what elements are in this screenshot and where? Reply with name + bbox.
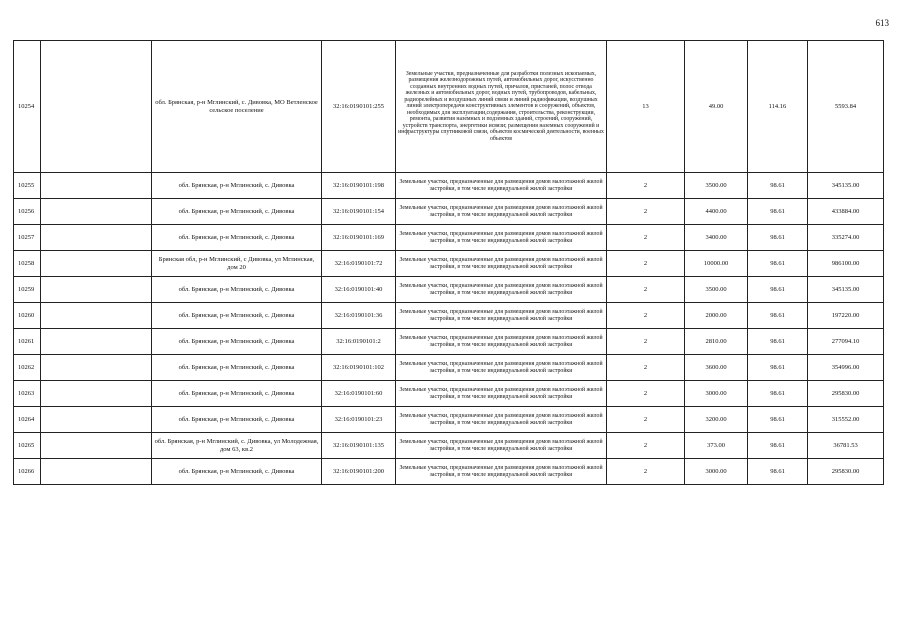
- blank-cell: [41, 225, 152, 251]
- row-number-cell: 10265: [14, 433, 41, 459]
- page-number: 613: [875, 18, 889, 28]
- blank-cell: [41, 41, 152, 173]
- area-cell: 3000.00: [685, 381, 748, 407]
- specific-value-cell: 98.61: [748, 199, 808, 225]
- cadastral-value-cell: 345135.00: [808, 173, 884, 199]
- use-group-cell: 2: [607, 277, 685, 303]
- row-number-cell: 10255: [14, 173, 41, 199]
- address-cell: обл. Брянская, р-н Мглинский, с. Дивовка: [152, 355, 322, 381]
- area-cell: 3500.00: [685, 277, 748, 303]
- cadastral-number-cell: 32:16:0190101:60: [322, 381, 396, 407]
- blank-cell: [41, 173, 152, 199]
- address-cell: обл. Брянская, р-н Мглинский, с. Дивовка: [152, 173, 322, 199]
- area-cell: 3600.00: [685, 355, 748, 381]
- land-use-cell: Земельные участки, предназначенные для размещения домов малоэтажной жилой застройки, в том числе индивидуальной жилой застройки: [396, 277, 607, 303]
- table-row: [14, 433, 884, 459]
- cadastral-number-cell: 32:16:0190101:255: [322, 41, 396, 173]
- row-number-cell: 10259: [14, 277, 41, 303]
- use-group-cell: 2: [607, 173, 685, 199]
- table-row: [14, 407, 884, 433]
- use-group-cell: 2: [607, 381, 685, 407]
- address-cell: Брянская обл, р-н Мглинский, с Дивовка, ул Мглинская, дом 20: [152, 251, 322, 277]
- row-number-cell: 10266: [14, 459, 41, 485]
- land-use-cell: Земельные участки, предназначенные для размещения домов малоэтажной жилой застройки, в том числе индивидуальной жилой застройки: [396, 225, 607, 251]
- cadastral-number-cell: 32:16:0190101:23: [322, 407, 396, 433]
- table-row: [14, 459, 884, 485]
- table-row: [14, 41, 884, 173]
- land-use-cell: Земельные участки, предназначенные для размещения домов малоэтажной жилой застройки, в том числе индивидуальной жилой застройки: [396, 303, 607, 329]
- cadastral-number-cell: 32:16:0190101:154: [322, 199, 396, 225]
- area-cell: 4400.00: [685, 199, 748, 225]
- cadastral-value-cell: 354996.00: [808, 355, 884, 381]
- row-number-cell: 10257: [14, 225, 41, 251]
- table-row: [14, 225, 884, 251]
- row-number-cell: 10263: [14, 381, 41, 407]
- blank-cell: [41, 251, 152, 277]
- address-cell: обл. Брянская, р-н Мглинский, с. Дивовка: [152, 199, 322, 225]
- specific-value-cell: 98.61: [748, 225, 808, 251]
- specific-value-cell: 98.61: [748, 173, 808, 199]
- cadastral-value-cell: 295830.00: [808, 459, 884, 485]
- table-row: [14, 381, 884, 407]
- cadastral-number-cell: 32:16:0190101:72: [322, 251, 396, 277]
- table-body: [14, 41, 884, 485]
- area-cell: 3200.00: [685, 407, 748, 433]
- address-cell: обл. Брянская, р-н Мглинский, с. Дивовка: [152, 277, 322, 303]
- cadastral-value-cell: 277094.10: [808, 329, 884, 355]
- use-group-cell: 2: [607, 225, 685, 251]
- cadastral-value-cell: 5593.84: [808, 41, 884, 173]
- use-group-cell: 2: [607, 303, 685, 329]
- blank-cell: [41, 199, 152, 225]
- specific-value-cell: 98.61: [748, 355, 808, 381]
- land-use-cell: Земельные участки, предназначенные для размещения домов малоэтажной жилой застройки, в том числе индивидуальной жилой застройки: [396, 433, 607, 459]
- area-cell: 2810.00: [685, 329, 748, 355]
- cadastral-number-cell: 32:16:0190101:36: [322, 303, 396, 329]
- cadastral-number-cell: 32:16:0190101:2: [322, 329, 396, 355]
- specific-value-cell: 98.61: [748, 251, 808, 277]
- area-cell: 2000.00: [685, 303, 748, 329]
- specific-value-cell: 98.61: [748, 433, 808, 459]
- row-number-cell: 10260: [14, 303, 41, 329]
- address-cell: обл. Брянская, р-н Мглинский, с. Дивовка: [152, 381, 322, 407]
- land-use-cell: Земельные участки, предназначенные для размещения домов малоэтажной жилой застройки, в том числе индивидуальной жилой застройки: [396, 199, 607, 225]
- table-row: [14, 303, 884, 329]
- use-group-cell: 2: [607, 459, 685, 485]
- row-number-cell: 10264: [14, 407, 41, 433]
- use-group-cell: 2: [607, 329, 685, 355]
- blank-cell: [41, 303, 152, 329]
- cadastral-value-cell: 295830.00: [808, 381, 884, 407]
- row-number-cell: 10258: [14, 251, 41, 277]
- table-row: [14, 277, 884, 303]
- row-number-cell: 10262: [14, 355, 41, 381]
- address-cell: обл. Брянская, р-н Мглинский, с. Дивовка: [152, 225, 322, 251]
- cadastral-number-cell: 32:16:0190101:198: [322, 173, 396, 199]
- blank-cell: [41, 407, 152, 433]
- area-cell: 49.00: [685, 41, 748, 173]
- land-use-cell: Земельные участки, предназначенные для размещения домов малоэтажной жилой застройки, в том числе индивидуальной жилой застройки: [396, 251, 607, 277]
- specific-value-cell: 114.16: [748, 41, 808, 173]
- land-use-cell: Земельные участки, предназначенные для разработки полезных ископаемых, размещения железнодорожных путей, автомобильных дорог, искусственно созданных внутренних водных путей, причалов, пристаней, полос отвода железных и автомобильных дорог, водных путей, трубопроводов, кабельных, радиорелейных и воздушных линий связи и линий радиофикации, воздушных линий электропередачи конструктивных элементов и сооружений, объектов, необходимых для эксплуатации,содержания, строительства, реконструкции, ремонта, развития наземных и подземных зданий, строений, сооружений, устройств транспорта, энергетики исвязи; размещения наземных сооружений и инфраструктуры спутниковой связи, объектов космической деятельности, военных объектов: [396, 41, 607, 173]
- table-row: [14, 251, 884, 277]
- use-group-cell: 2: [607, 407, 685, 433]
- address-cell: обл. Брянская, р-н Мглинский, с. Дивовка, ул Молодежная, дом 63, кв.2: [152, 433, 322, 459]
- cadastral-value-cell: 335274.00: [808, 225, 884, 251]
- use-group-cell: 2: [607, 433, 685, 459]
- use-group-cell: 2: [607, 251, 685, 277]
- table-row: [14, 355, 884, 381]
- land-use-cell: Земельные участки, предназначенные для размещения домов малоэтажной жилой застройки, в том числе индивидуальной жилой застройки: [396, 407, 607, 433]
- cadastral-value-cell: 345135.00: [808, 277, 884, 303]
- cadastral-number-cell: 32:16:0190101:40: [322, 277, 396, 303]
- blank-cell: [41, 329, 152, 355]
- use-group-cell: 2: [607, 355, 685, 381]
- land-use-cell: Земельные участки, предназначенные для размещения домов малоэтажной жилой застройки, в том числе индивидуальной жилой застройки: [396, 381, 607, 407]
- cadastral-value-cell: 36781.53: [808, 433, 884, 459]
- blank-cell: [41, 433, 152, 459]
- row-number-cell: 10254: [14, 41, 41, 173]
- land-use-cell: Земельные участки, предназначенные для размещения домов малоэтажной жилой застройки, в том числе индивидуальной жилой застройки: [396, 459, 607, 485]
- cadastral-number-cell: 32:16:0190101:135: [322, 433, 396, 459]
- area-cell: 3400.00: [685, 225, 748, 251]
- cadastral-number-cell: 32:16:0190101:200: [322, 459, 396, 485]
- area-cell: 3000.00: [685, 459, 748, 485]
- blank-cell: [41, 381, 152, 407]
- address-cell: обл. Брянская, р-н Мглинский, с. Дивовка: [152, 329, 322, 355]
- cadastral-value-table: [13, 40, 884, 485]
- cadastral-value-cell: 315552.00: [808, 407, 884, 433]
- blank-cell: [41, 459, 152, 485]
- land-use-cell: Земельные участки, предназначенные для размещения домов малоэтажной жилой застройки, в том числе индивидуальной жилой застройки: [396, 355, 607, 381]
- cadastral-value-cell: 433884.00: [808, 199, 884, 225]
- cadastral-number-cell: 32:16:0190101:169: [322, 225, 396, 251]
- specific-value-cell: 98.61: [748, 329, 808, 355]
- use-group-cell: 2: [607, 199, 685, 225]
- row-number-cell: 10261: [14, 329, 41, 355]
- specific-value-cell: 98.61: [748, 303, 808, 329]
- address-cell: обл. Брянская, р-н Мглинский, с. Дивовка: [152, 407, 322, 433]
- specific-value-cell: 98.61: [748, 459, 808, 485]
- cadastral-value-cell: 197220.00: [808, 303, 884, 329]
- use-group-cell: 13: [607, 41, 685, 173]
- cadastral-value-cell: 986100.00: [808, 251, 884, 277]
- blank-cell: [41, 355, 152, 381]
- specific-value-cell: 98.61: [748, 407, 808, 433]
- land-use-cell: Земельные участки, предназначенные для размещения домов малоэтажной жилой застройки, в том числе индивидуальной жилой застройки: [396, 173, 607, 199]
- address-cell: обл. Брянская, р-н Мглинский, с. Дивовка, МО Ветленское сельское поселение: [152, 41, 322, 173]
- land-use-cell: Земельные участки, предназначенные для размещения домов малоэтажной жилой застройки, в том числе индивидуальной жилой застройки: [396, 329, 607, 355]
- area-cell: 3500.00: [685, 173, 748, 199]
- area-cell: 10000.00: [685, 251, 748, 277]
- address-cell: обл. Брянская, р-н Мглинский, с. Дивовка: [152, 303, 322, 329]
- table-row: [14, 199, 884, 225]
- table-row: [14, 329, 884, 355]
- address-cell: обл. Брянская, р-н Мглинский, с. Дивовка: [152, 459, 322, 485]
- table-row: [14, 173, 884, 199]
- row-number-cell: 10256: [14, 199, 41, 225]
- specific-value-cell: 98.61: [748, 381, 808, 407]
- cadastral-number-cell: 32:16:0190101:102: [322, 355, 396, 381]
- area-cell: 373.00: [685, 433, 748, 459]
- specific-value-cell: 98.61: [748, 277, 808, 303]
- blank-cell: [41, 277, 152, 303]
